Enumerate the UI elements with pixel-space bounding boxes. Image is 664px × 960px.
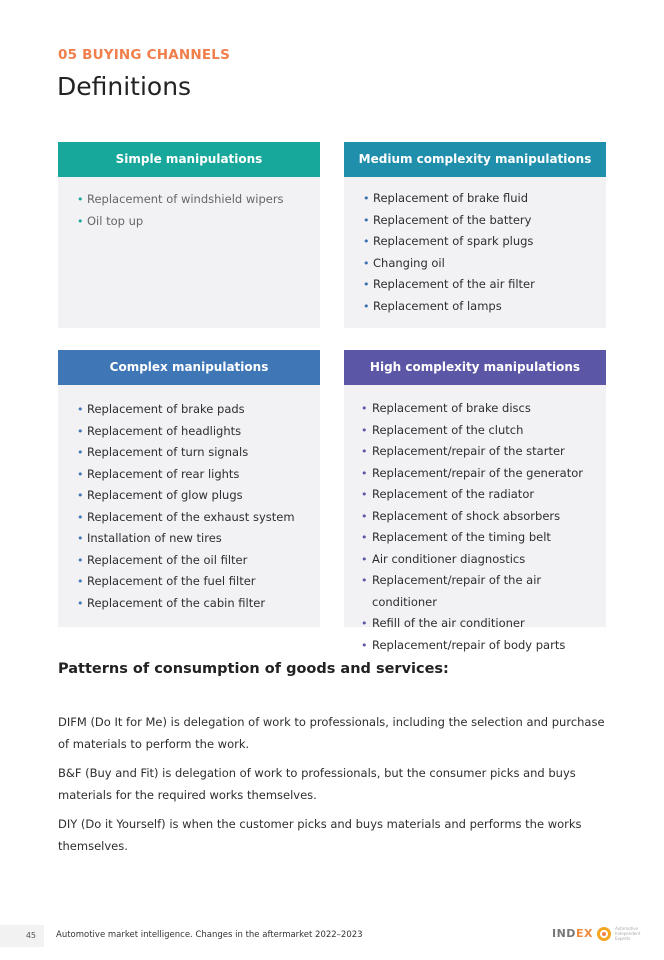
card-header: Complex manipulations	[58, 350, 320, 385]
list-item-text: Oil top up	[87, 213, 144, 228]
list-item	[58, 593, 320, 615]
bullet-icon: •	[363, 299, 370, 313]
list-item	[58, 189, 320, 211]
page-number: 45	[0, 925, 44, 947]
bullet-icon: •	[361, 423, 368, 437]
list-item-text: Replacement of turn signals	[87, 445, 249, 459]
list-item-text: Air conditioner diagnostics	[372, 551, 526, 566]
list-item-text: Replacement of lamps	[373, 298, 502, 313]
list-item-text: Replacement of the timing belt	[372, 530, 551, 544]
list-item	[58, 528, 320, 550]
list-item	[58, 399, 320, 421]
list-item-text: Replacement of the exhaust system	[87, 509, 295, 524]
card-body	[58, 385, 320, 627]
list-item-text: Replacement/repair of body parts	[372, 637, 566, 652]
list-item-text: Replacement of the air filter	[373, 277, 535, 291]
list-item-text: Replacement of the radiator	[372, 487, 535, 501]
bullet-icon: •	[363, 192, 370, 205]
logo-circle-icon	[597, 927, 611, 941]
patterns-heading: Patterns of consumption of goods and services:	[58, 661, 449, 677]
item-list	[58, 399, 320, 614]
list-item	[58, 485, 320, 507]
card-header: Medium complexity manipulations	[344, 142, 606, 177]
card-header: High complexity manipulations	[344, 350, 606, 385]
list-item	[344, 570, 606, 613]
list-item	[344, 210, 606, 232]
list-item-text: Replacement of spark plugs	[373, 234, 534, 248]
footer-text: Automotive market intelligence. Changes in the aftermarket 2022–2023	[56, 930, 363, 940]
list-item-text: Replacement of rear lights	[87, 466, 240, 481]
card-body	[344, 177, 606, 328]
list-item	[344, 398, 606, 420]
paragraph-difm: DIFM (Do It for Me) is delegation of work to professionals, including the selection and purchase of materials to perform the work.	[58, 715, 605, 751]
list-item	[344, 274, 606, 296]
list-item-text: Installation of new tires	[87, 531, 222, 545]
card-body	[58, 177, 320, 328]
list-item	[344, 484, 606, 506]
list-item	[58, 571, 320, 593]
list-item-text: Replacement of brake fluid	[373, 191, 529, 205]
list-item-text: Replacement of the battery	[373, 212, 532, 227]
bullet-icon: •	[77, 446, 84, 459]
bullet-icon: •	[77, 403, 84, 416]
bullet-icon: •	[361, 466, 368, 480]
list-item-text: Changing oil	[373, 255, 445, 270]
bullet-icon: •	[361, 574, 368, 587]
bullet-icon: •	[77, 467, 84, 481]
list-item	[344, 441, 606, 463]
item-list	[344, 188, 606, 317]
bullet-icon: •	[363, 235, 370, 248]
bullet-icon: •	[77, 193, 84, 206]
list-item	[344, 188, 606, 210]
list-item	[58, 211, 320, 233]
paragraph-bf: B&F (Buy and Fit) is delegation of work to professionals, but the consumer picks and buys materials for the required works themselves.	[58, 766, 576, 802]
list-item	[344, 253, 606, 275]
page-title: Definitions	[57, 72, 192, 101]
section-label: 05 BUYING CHANNELS	[58, 47, 231, 63]
bullet-icon: •	[77, 553, 84, 567]
bullet-icon: •	[77, 510, 84, 524]
list-item	[344, 296, 606, 318]
bullet-icon: •	[361, 638, 368, 652]
list-item	[344, 231, 606, 253]
list-item-text: Replacement of shock absorbers	[372, 508, 561, 523]
paragraph-diy: DIY (Do it Yourself) is when the customer picks and buys materials and performs the works themselves.	[58, 817, 582, 853]
card-simple	[58, 142, 320, 328]
bullet-icon: •	[361, 488, 368, 501]
card-body	[344, 385, 606, 652]
list-item	[344, 549, 606, 571]
bullet-icon: •	[361, 552, 368, 566]
card-complex	[58, 350, 320, 627]
bullet-icon: •	[361, 402, 368, 415]
list-item	[344, 527, 606, 549]
logo-word-b: EX	[575, 927, 593, 940]
logo-word	[552, 927, 593, 940]
list-item	[58, 464, 320, 486]
index-logo	[552, 926, 643, 941]
list-item-text: Replacement of the cabin filter	[87, 595, 266, 610]
list-item-text: Replacement/repair of the air conditioner	[372, 573, 542, 609]
bullet-icon: •	[77, 214, 84, 228]
card-header: Simple manipulations	[58, 142, 320, 177]
bullet-icon: •	[361, 531, 368, 544]
item-list	[344, 398, 606, 656]
list-item	[344, 506, 606, 528]
list-item-text: Replacement of brake discs	[372, 401, 531, 415]
list-item-text: Replacement/repair of the generator	[372, 465, 583, 480]
list-item	[58, 421, 320, 443]
list-item	[58, 550, 320, 572]
bullet-icon: •	[77, 575, 84, 588]
bullet-icon: •	[77, 424, 84, 438]
list-item-text: Replacement of glow plugs	[87, 488, 243, 502]
list-item-text: Replacement of the clutch	[372, 422, 524, 437]
card-high	[344, 350, 606, 652]
logo-tagline: Automotive Independent Experts	[614, 926, 641, 941]
list-item-text: Replacement of the fuel filter	[87, 574, 256, 588]
bullet-icon: •	[363, 256, 370, 270]
list-item-text: Replacement of headlights	[87, 423, 242, 438]
list-item	[344, 613, 606, 635]
list-item	[58, 507, 320, 529]
list-item-text: Replacement of windshield wipers	[87, 192, 284, 206]
bullet-icon: •	[361, 509, 368, 523]
list-item	[344, 420, 606, 442]
bullet-icon: •	[361, 445, 368, 458]
item-list	[58, 189, 320, 232]
bullet-icon: •	[77, 532, 84, 545]
list-item-text: Replacement of brake pads	[87, 402, 245, 416]
list-item-text: Replacement/repair of the starter	[372, 444, 565, 458]
bullet-icon: •	[361, 617, 368, 630]
list-item	[344, 635, 606, 657]
card-medium	[344, 142, 606, 328]
list-item	[344, 463, 606, 485]
list-item	[58, 442, 320, 464]
bullet-icon: •	[363, 213, 370, 227]
list-item-text: Refill of the air conditioner	[372, 616, 525, 630]
list-item-text: Replacement of the oil filter	[87, 552, 248, 567]
bullet-icon: •	[363, 278, 370, 291]
logo-word-a: IND	[552, 927, 576, 940]
bullet-icon: •	[77, 596, 84, 610]
bullet-icon: •	[77, 489, 84, 502]
